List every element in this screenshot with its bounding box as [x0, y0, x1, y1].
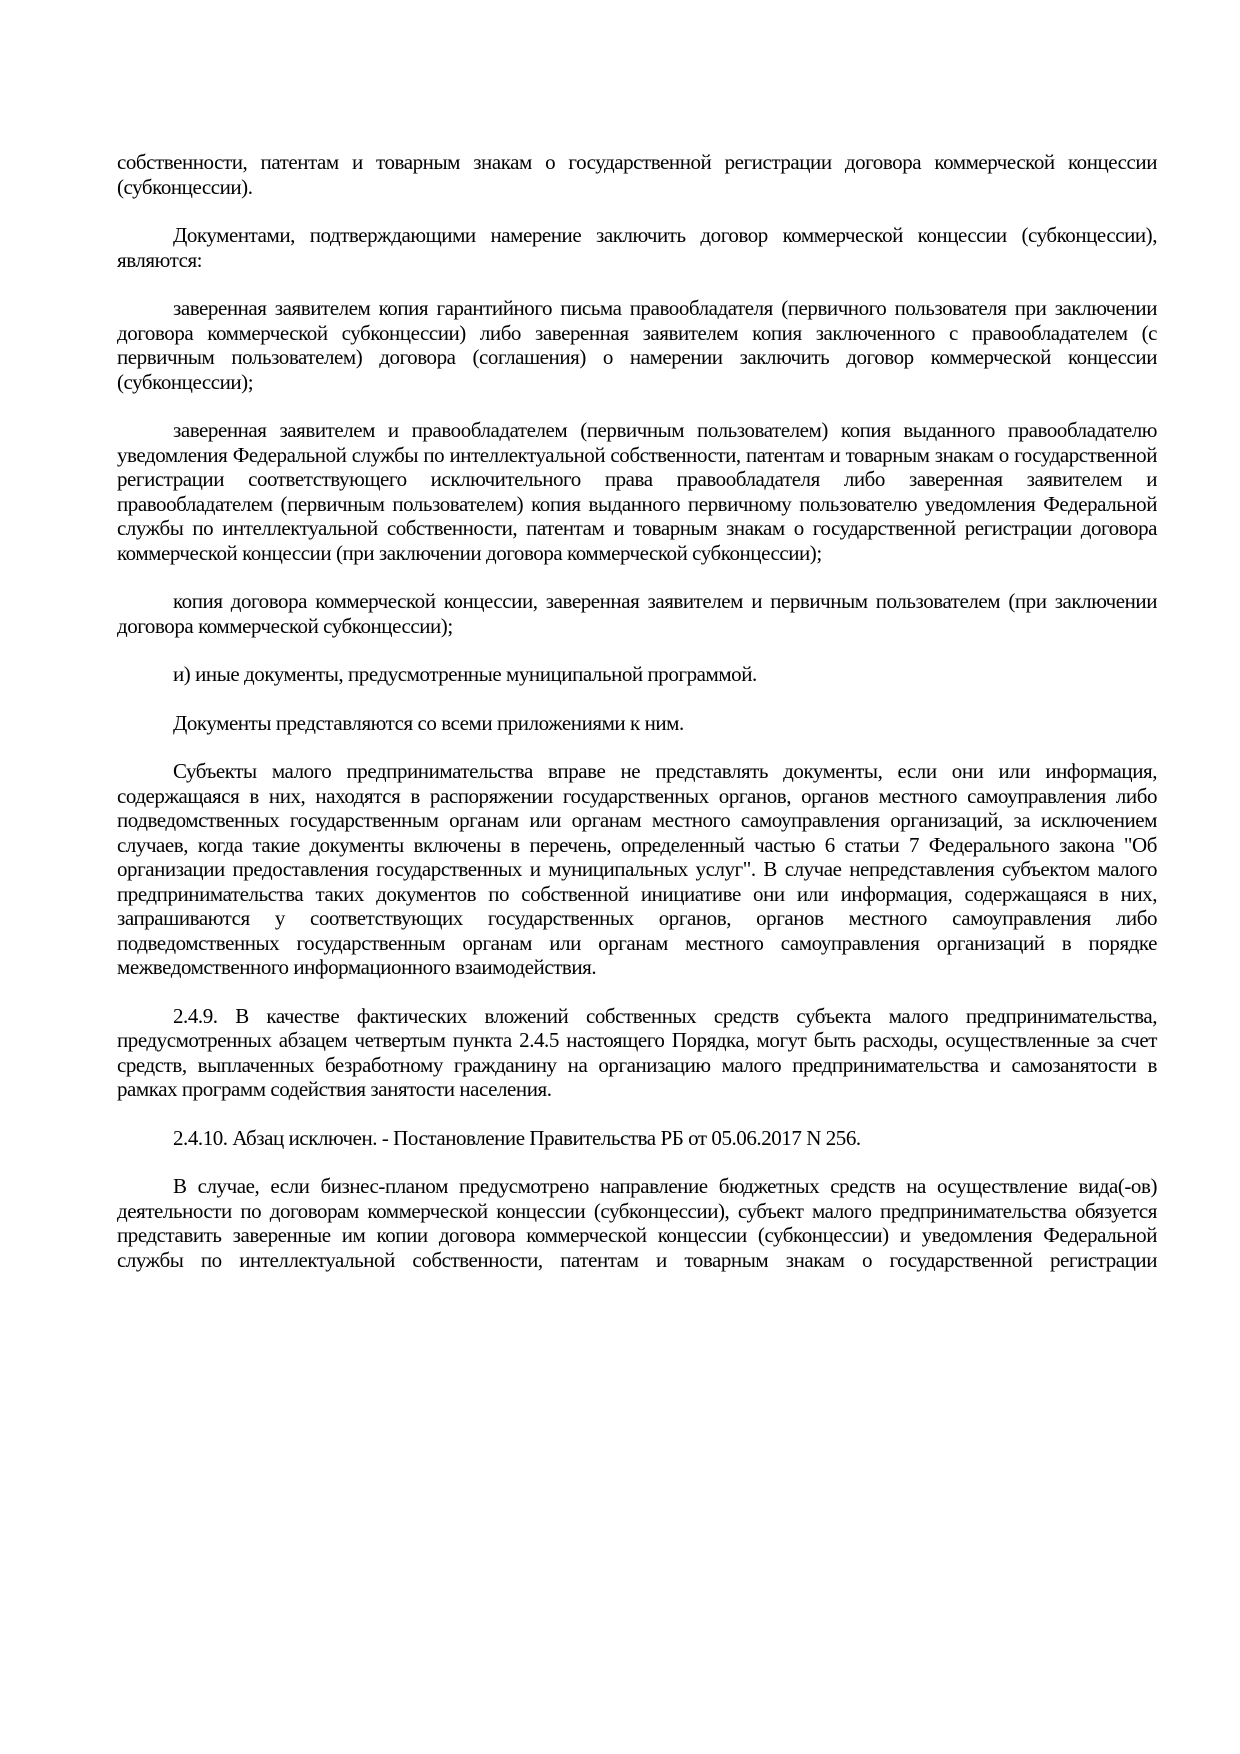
paragraph-attachments-note: Документы представляются со всеми приложениями к ним.: [173, 710, 684, 735]
document-page: [117, 150, 1157, 1296]
paragraph-section-2-4-10: 2.4.10. Абзац исключен. - Постановление Правительства РБ от 05.06.2017 N 256.: [173, 1125, 861, 1150]
paragraph-business-plan-obligation: В случае, если бизнес-планом предусмотрено направление бюджетных средств на осуществление вида(-ов) деятельности по договорам коммерческой концессии (субконцессии), субъект малого предпринимательства обязуется представить заверенные им копии договора коммерческой концессии (субконцессии) и уведомления Федеральной службы по интеллектуальной собственности, патентам и товарным знакам о государственной регистрации: [117, 1174, 1157, 1272]
paragraph-docs-intro: Документами, подтверждающими намерение заключить договор коммерческой концессии (субконцессии), являются:: [117, 223, 1157, 272]
paragraph-right-not-to-submit: Субъекты малого предпринимательства вправе не представлять документы, если они или информация, содержащаяся в них, находятся в распоряжении государственных органов, органов местного самоуправления либо подведомственных государственным органам или органам местного самоуправления организаций, за исключением случаев, когда такие документы включены в перечень, определенный частью 6 статьи 7 Федерального закона "Об организации предоставления государственных и муниципальных услуг". В случае непредставления субъектом малого предпринимательства таких документов по собственной инициативе они или информация, содержащаяся в них, запрашиваются у соответствующих государственных органов, органов местного самоуправления либо подведомственных государственным органам или органам местного самоуправления организаций в порядке межведомственного информационного взаимодействия.: [117, 759, 1157, 979]
paragraph-other-docs: и) иные документы, предусмотренные муниципальной программой.: [173, 662, 757, 686]
paragraph-continuation: собственности, патентам и товарным знакам о государственной регистрации договора коммерческой концессии (субконцессии).: [117, 150, 1157, 199]
paragraph-section-2-4-9: 2.4.9. В качестве фактических вложений собственных средств субъекта малого предпринимательства, предусмотренных абзацем четвертым пункта 2.4.5 настоящего Порядка, могут быть расходы, осуществленные за счет средств, выплаченных безработному гражданину на организацию малого предпринимательства и самозанятости в рамках программ содействия занятости населения.: [117, 1003, 1157, 1101]
paragraph-contract-copy: копия договора коммерческой концессии, заверенная заявителем и первичным пользователем (при заключении договора коммерческой субконцессии);: [117, 589, 1157, 638]
paragraph-notification-copy: заверенная заявителем и правообладателем (первичным пользователем) копия выданного правообладателю уведомления Федеральной службы по интеллектуальной собственности, патентам и товарным знакам о государственной регистрации соответствующего исключительного права правообладателя либо заверенная заявителем и правообладателем (первичным пользователем) копия выданного первичному пользователю уведомления Федеральной службы по интеллектуальной собственности, патентам и товарным знакам о государственной регистрации договора коммерческой концессии (при заключении договора коммерческой субконцессии);: [117, 418, 1157, 565]
paragraph-guarantee-letter: заверенная заявителем копия гарантийного письма правообладателя (первичного пользователя при заключении договора коммерческой субконцессии) либо заверенная заявителем копия заключенного с правообладателем (с первичным пользователем) договора (соглашения) о намерении заключить договор коммерческой концессии (субконцессии);: [117, 296, 1157, 394]
